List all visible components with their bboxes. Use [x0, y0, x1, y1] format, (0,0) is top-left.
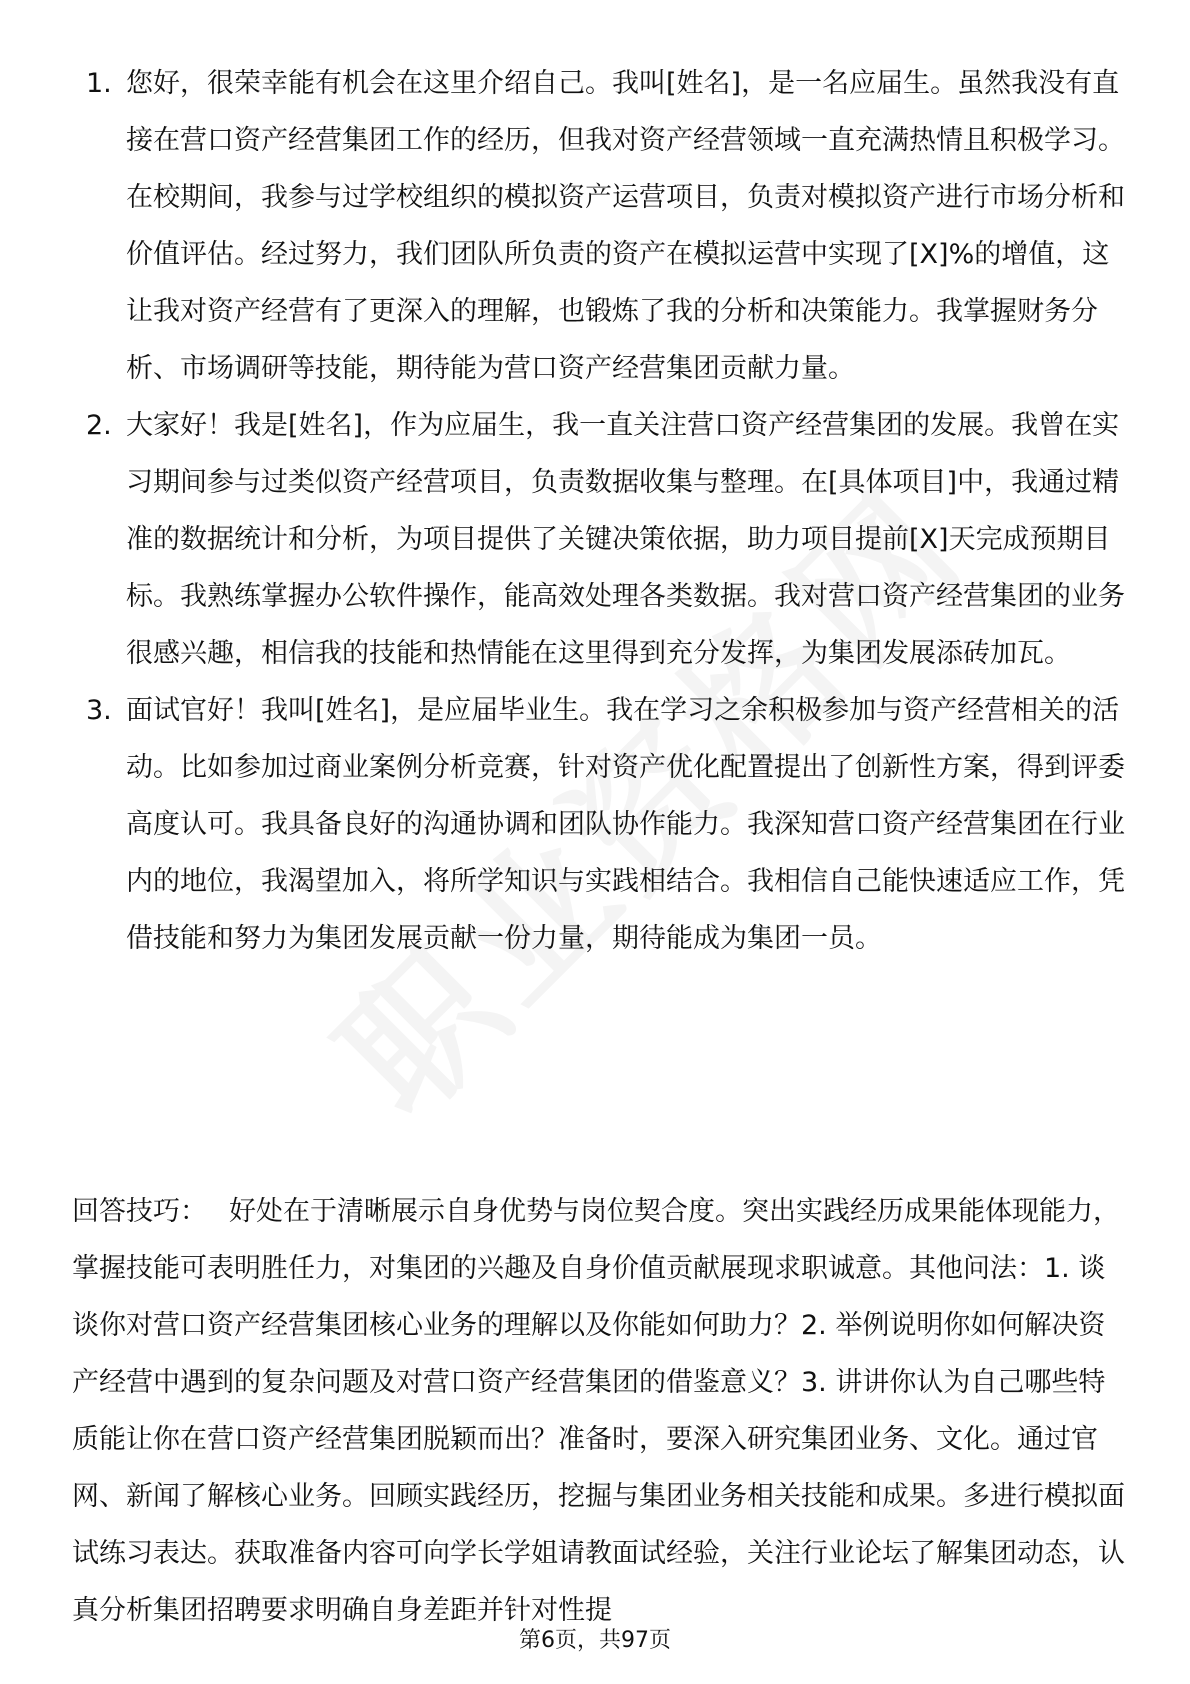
answer-item-3 — [78, 682, 1128, 967]
answer-item-2 — [78, 397, 1128, 682]
answer-number: 1. — [86, 68, 112, 99]
tips-text: 好处在于清晰展示自身优势与岗位契合度。突出实践经历成果能体现能力，掌握技能可表明胜任力，对集团的兴趣及自身价值贡献展现求职诚意。其他问法：1. 谈谈你对营口资产经营集团核心业务的理解以及你能如何助力？2. 举例说明你如何解决资产经营中遇到的复杂问题及对营口资产经营集团的借鉴意义？3. 讲讲你认为自己哪些特质能让你在营口资产经营集团脱颖而出？准备时，要深入研究集团业务、文化。通过官网、新闻了解核心业务。回顾实践经历，挖掘与集团业务相关技能和成果。多进行模拟面试练习表达。获取准备内容可向学长学姐请教面试经验，关注行业论坛了解集团动态，认真分析集团招聘要求明确自身差距并针对性提 — [72, 1196, 1125, 1626]
page-number-footer: 第6页，共97页 — [519, 1628, 671, 1653]
answer-tips-paragraph — [72, 1183, 1128, 1639]
answer-item-1 — [78, 55, 1128, 397]
answer-list — [78, 55, 1128, 967]
tips-label: 回答技巧： — [72, 1196, 207, 1227]
answer-text: 您好，很荣幸能有机会在这里介绍自己。我叫[姓名]，是一名应届生。虽然我没有直接在营口资产经营集团工作的经历，但我对资产经营领域一直充满热情且积极学习。在校期间，我参与过学校组织的模拟资产运营项目，负责对模拟资产进行市场分析和价值评估。经过努力，我们团队所负责的资产在模拟运营中实现了[X]%的增值，这让我对资产经营有了更深入的理解，也锻炼了我的分析和决策能力。我掌握财务分析、市场调研等技能，期待能为营口资产经营集团贡献力量。 — [126, 68, 1125, 384]
answer-text: 面试官好！我叫[姓名]，是应届毕业生。我在学习之余积极参加与资产经营相关的活动。比如参加过商业案例分析竞赛，针对资产优化配置提出了创新性方案，得到评委高度认可。我具备良好的沟通协调和团队协作能力。我深知营口资产经营集团在行业内的地位，我渴望加入，将所学知识与实践相结合。我相信自己能快速适应工作，凭借技能和努力为集团发展贡献一份力量，期待能成为集团一员。 — [126, 695, 1125, 954]
answer-number: 2. — [86, 410, 112, 441]
answer-text: 大家好！我是[姓名]，作为应届生，我一直关注营口资产经营集团的发展。我曾在实习期间参与过类似资产经营项目，负责数据收集与整理。在[具体项目]中，我通过精准的数据统计和分析，为项目提供了关键决策依据，助力项目提前[X]天完成预期目标。我熟练掌握办公软件操作，能高效处理各类数据。我对营口资产经营集团的业务很感兴趣，相信我的技能和热情能在这里得到充分发挥，为集团发展添砖加瓦。 — [126, 410, 1125, 669]
answer-number: 3. — [86, 695, 112, 726]
